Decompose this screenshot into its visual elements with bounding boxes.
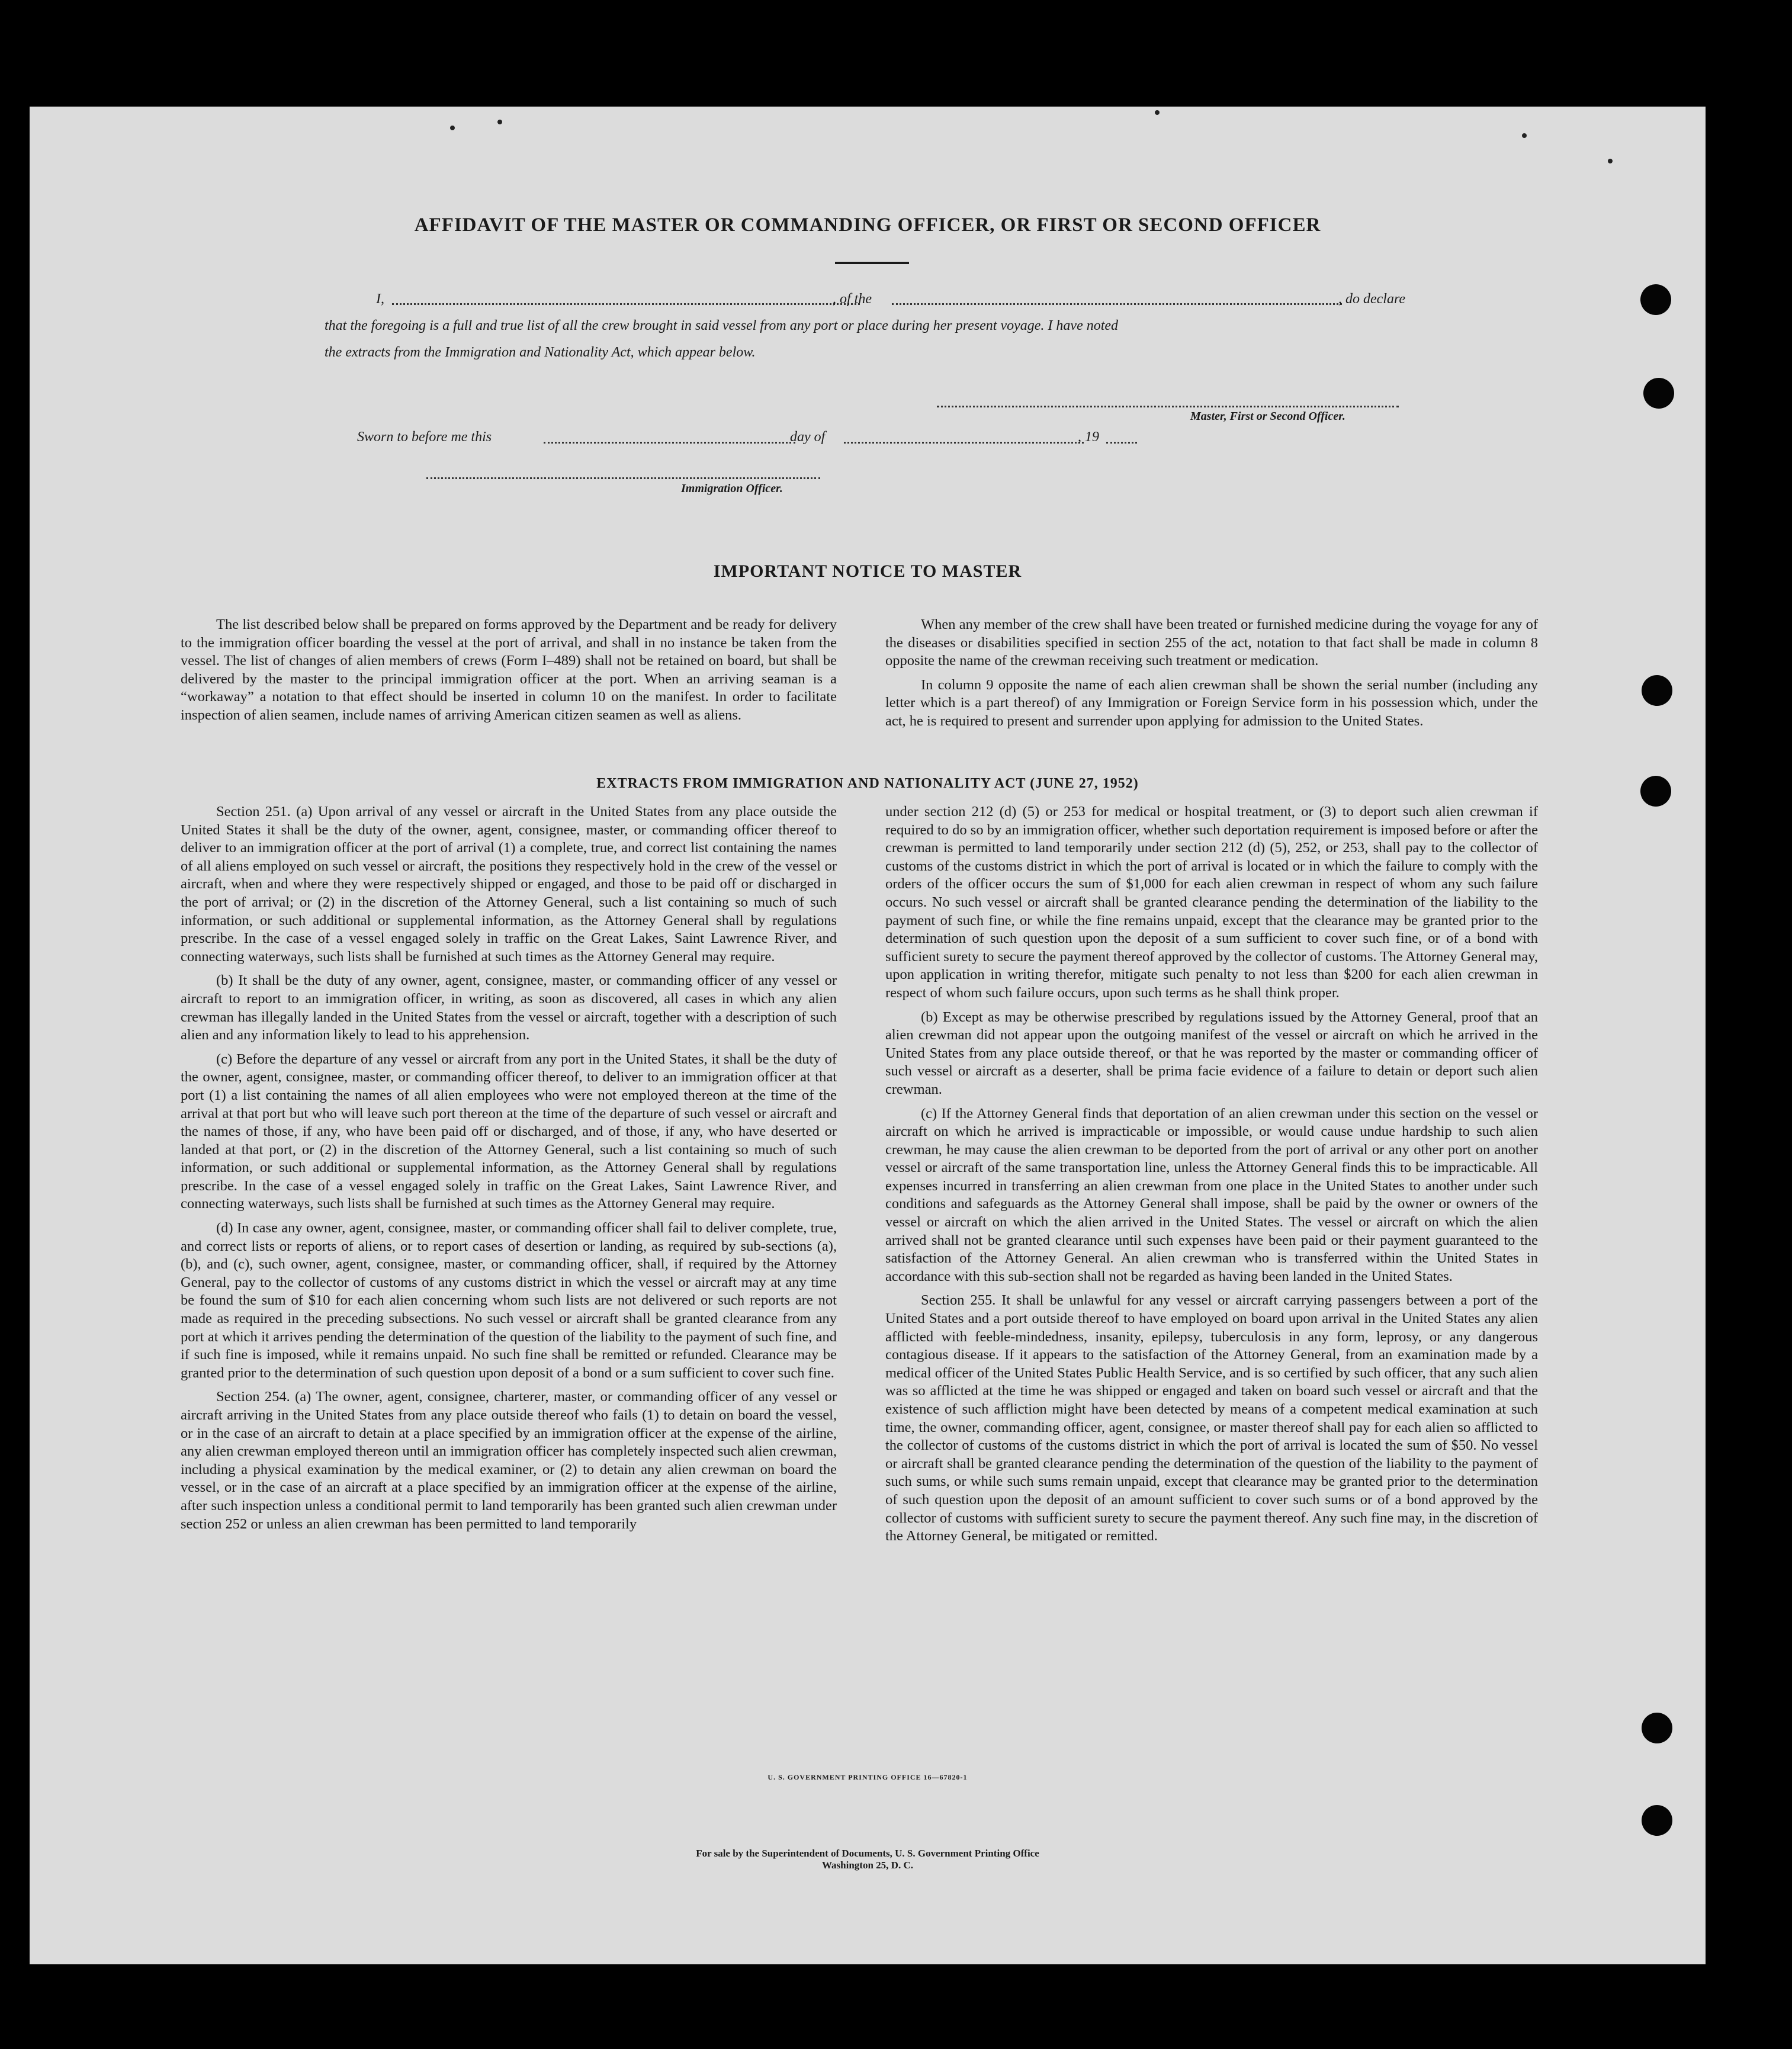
notice-right-paragraph-1: When any member of the crew shall have been treated or furnished medicine during the voyage for any of the diseases or disabilities specified in section 255 of the act, notation to that fact shall be made in column 8 opposite the name of the crewman receiving such treatment or medication. (885, 616, 1538, 669)
vessel-field[interactable] (892, 303, 1342, 305)
section-254a: Section 254. (a) The owner, agent, consignee, charterer, master, or commanding officer of any vessel or aircraft arriving in the United States from any place outside thereof who fails (1) to detain on board the vessel, or in the case of an aircraft to detain at a place specified by an immigration officer at the expense of the airline, any alien crewman employed thereon until an immigration officer has completely inspected such alien crewman, including a physical examination by the medical examiner, or (2) to detain any alien crewman on board the vessel, or in the case of an aircraft at a place specified by an immigration officer at the expense of the airline, after such inspection unless a conditional permit to land temporarily has been granted such alien crewman under section 252 or unless an alien crewman has been permitted to land temporarily (181, 1389, 837, 1532)
title-rule (835, 262, 909, 264)
sworn-year-field[interactable] (1106, 442, 1137, 444)
section-251d: (d) In case any owner, agent, consignee, master, or commanding officer shall fail to deliver complete, true, and correct lists or reports of aliens, or to report cases of desertion or landing, as required by sub-sections (a), (b), and (c), such owner, agent, consignee, master, or commanding officer, shall, if required by the Attorney General, pay to the collector of customs of any customs district in which the vessel or aircraft may at any time be found the sum of $10 for each alien concerning whom such lists are not delivered or such reports are not made as required in the preceding subsections. No such vessel or aircraft shall be granted clearance from any port at which it arrives pending the determination of the question of the liability to the payment of such fine, and if such fine is imposed, while it remains unpaid. No such fine shall be remitted or refunded. Clearance may be granted prior to the determination of such question upon deposit of a bond or a sum sufficient to cover such fine. (181, 1220, 837, 1381)
sale-line-1: For sale by the Superintendent of Documents, U. S. Government Printing Office (696, 1848, 1039, 1859)
section-254c: (c) If the Attorney General finds that deportation of an alien crewman under this section on the vessel or aircraft on which he arrived is impracticable or impossible, or would cause undue hardship to such alien crewman, he may cause the alien crewman to be deported from the port of arrival or any other port on another vessel or aircraft of the same transportation line, unless the Attorney General finds this to be impracticable. All expenses incurred in transferring an alien crewman from one place in the United States to another under such conditions and safeguards as the Attorney General shall impose, shall be paid by the owner or owners of the vessel or aircraft on which the alien arrived in the United States. The vessel or aircraft on which the alien arrived shall not be granted clearance until such expenses have been paid or their payment guaranteed to the satisfaction of the Attorney General. An alien crewman who is transferred within the United States in accordance with this sub-section shall not be regarded as having been landed in the United States. (885, 1105, 1538, 1284)
officer-caption: Immigration Officer. (681, 482, 783, 495)
punch-hole (1643, 378, 1674, 409)
speck (450, 126, 455, 130)
affidavit-of-the-label: , of the (833, 291, 872, 307)
speck (1522, 133, 1527, 138)
sworn-month-field[interactable] (844, 442, 1084, 444)
notice-title: IMPORTANT NOTICE TO MASTER (713, 561, 1022, 581)
section-255: Section 255. It shall be unlawful for any vessel or aircraft carrying passengers between a port of the United States and a port outside thereof to have employed on board upon arrival in the United States any alien afflicted with feeble-mindedness, insanity, epilepsy, tuberculosis in any form, leprosy, or any dangerous contagious disease. If it appears to the satisfaction of the Attorney General, from an examination made by a medical officer of the United States Public Health Service, and is so certified by such officer, that any such alien was so afflicted at the time he was shipped or engaged and taken on board such vessel or aircraft and that the existence of such affliction might have been detected by means of a competent medical examination at such time, the owner, commanding officer, agent, consignee, or master thereof shall pay for each alien so afflicted to the collector of customs of the customs district in which the port of arrival is located the sum of $50. No vessel or aircraft shall be granted clearance pending the determination of the question of the liability to the payment of such sums, or while such sums remain unpaid, except that clearance may be granted prior to the determination of such question upon the deposit of an amount sufficient to cover such sums or of a bond approved by the collector of customs with sufficient surety to secure the payment thereof. Any such fine may, in the discretion of the Attorney General, be mitigated or remitted. (885, 1292, 1538, 1544)
section-254b: (b) Except as may be otherwise prescribed by regulations issued by the Attorney General, proof that an alien crewman did not appear upon the outgoing manifest of the vessel or aircraft on which he arrived in the United States from any place outside thereof, or that he was reported by the master or commanding officer of such vessel or aircraft as a deserter, shall be prima facie evidence of a failure to detain or deport such alien crewman. (885, 1009, 1538, 1097)
name-field[interactable] (392, 303, 860, 305)
sale-line-2: Washington 25, D. C. (822, 1859, 913, 1871)
sale-notice (30, 1848, 1706, 1871)
master-caption: Master, First or Second Officer. (1190, 410, 1345, 423)
master-signature-line[interactable] (937, 406, 1399, 407)
notice-right-paragraph-2: In column 9 opposite the name of each alien crewman shall be shown the serial number (including any letter which is a part thereof) of any Immigration or Foreign Service form in his possession which, under the act, he is required to present and surrender upon applying for admission to the United States. (885, 676, 1538, 729)
notice-right-column (885, 616, 1538, 737)
affidavit-declare-label: , do declare (1338, 291, 1406, 307)
notice-left-column (181, 616, 837, 731)
section-251a: Section 251. (a) Upon arrival of any vessel or aircraft in the United States from any place outside the United States it shall be the duty of the owner, agent, consignee, master, or commanding officer thereof to deliver to an immigration officer at the port of arrival (1) a complete, true, and correct list containing the names of all aliens employed on such vessel or aircraft, the positions they respectively hold in the crew of the vessel or aircraft, when and where they were respectively shipped or engaged, and those to be paid off or discharged in the port of arrival; or (2) in the discretion of the Attorney General, such a list containing so much of such information, or such additional or supplemental information, as the Attorney General shall by regulations prescribe. In the case of a vessel engaged solely in traffic on the Great Lakes, Saint Lawrence River, and connecting waterways, such lists shall be furnished at such times as the Attorney General may require. (181, 804, 837, 965)
form-page (30, 107, 1706, 1964)
extracts-title: EXTRACTS FROM IMMIGRATION AND NATIONALITY ACT (JUNE 27, 1952) (596, 776, 1139, 791)
section-251c: (c) Before the departure of any vessel or aircraft from any port in the United States, it shall be the duty of the owner, agent, consignee, master, or commanding officer thereof, to deliver to an immigration officer at that port (1) a list containing the names of all alien employees who were not employed thereon at the time of the arrival at that port but who will leave such port thereon at the time of the departure of such vessel or aircraft and the names of those, if any, who have been paid off or discharged, and of those, if any, who have deserted or landed at that port, or (2) in the discretion of the Attorney General, such a list containing so much of such information, or such additional or supplemental information, as the Attorney General shall by regulations prescribe. In the case of a vessel engaged solely in traffic on the Great Lakes, Saint Lawrence River, and connecting waterways, such lists shall be furnished at such times as the Attorney General may require. (181, 1051, 837, 1212)
speck (1155, 110, 1160, 115)
punch-hole (1642, 1805, 1672, 1836)
extracts-left-column (181, 803, 837, 1539)
punch-hole (1642, 1713, 1672, 1743)
speck (1608, 159, 1613, 163)
extracts-right-column (885, 803, 1538, 1552)
punch-hole (1640, 284, 1671, 315)
officer-signature-line[interactable] (426, 477, 820, 479)
section-254a-continued: under section 212 (d) (5) or 253 for medical or hospital treatment, or (3) to deport such alien crewman if required to do so by an immigration officer, whether such deportation requirement is imposed before or after the crewman is permitted to land temporarily under section 212 (d) (5), 252, or 253, shall pay to the collector of customs of the customs district in which the port of arrival is located or in which the failure to comply with the orders of the officer occurs the sum of $1,000 for each alien crewman in respect of whom any such failure occurs. No such vessel or aircraft shall be granted clearance pending the determination of the liability to the payment of such fine, or while the fine remains unpaid, except that the clearance may be granted prior to the determination of such question upon the deposit of a sum sufficient to cover such fine, or of a bond with sufficient surety to secure the payment thereof approved by the collector of customs. The Attorney General may, upon application in writing therefor, mitigate such penalty to not less than $200 for each alien crewman in respect of whom such failure occurs, upon such terms as he shall think proper. (885, 804, 1538, 1001)
affidavit-line-3: the extracts from the Immigration and Nationality Act, which appear below. (325, 345, 756, 360)
day-of-label: day of (790, 429, 826, 445)
section-251b: (b) It shall be the duty of any owner, agent, consignee, master, or commanding officer of any vessel or aircraft to report to an immigration officer, in writing, as soon as discovered, all cases in which any alien crewman has illegally landed in the United States from the vessel or aircraft, together with a description of such alien and any information likely to lead to his apprehension. (181, 972, 837, 1043)
speck (497, 120, 502, 124)
affidavit-i-label: I, (376, 291, 384, 307)
affidavit-line-2: that the foregoing is a full and true list of all the crew brought in said vessel from any port or place during her present voyage. I have noted (325, 318, 1119, 333)
punch-hole (1642, 675, 1672, 706)
notice-left-paragraph: The list described below shall be prepared on forms approved by the Department and be ready for delivery to the immigration officer boarding the vessel at the port of arrival, and shall in no instance be taken from the vessel. The list of changes of alien members of crews (Form I–489) shall not be retained on board, but shall be delivered by the master to the principal immigration officer at the port. When an arriving seaman is a “workaway” a notation to that effect should be inserted in column 10 on the manifest. In order to facilitate inspection of alien seamen, include names of arriving American citizen seamen as well as aliens. (181, 616, 837, 723)
affidavit-title: AFFIDAVIT OF THE MASTER OR COMMANDING OFFICER, OR FIRST OR SECOND OFFICER (414, 214, 1321, 236)
sworn-label: Sworn to before me this (357, 429, 492, 445)
sworn-day-field[interactable] (544, 442, 795, 444)
printer-imprint: U. S. GOVERNMENT PRINTING OFFICE 16—67820-1 (767, 1773, 968, 1781)
year-label: , 19 (1078, 429, 1099, 445)
